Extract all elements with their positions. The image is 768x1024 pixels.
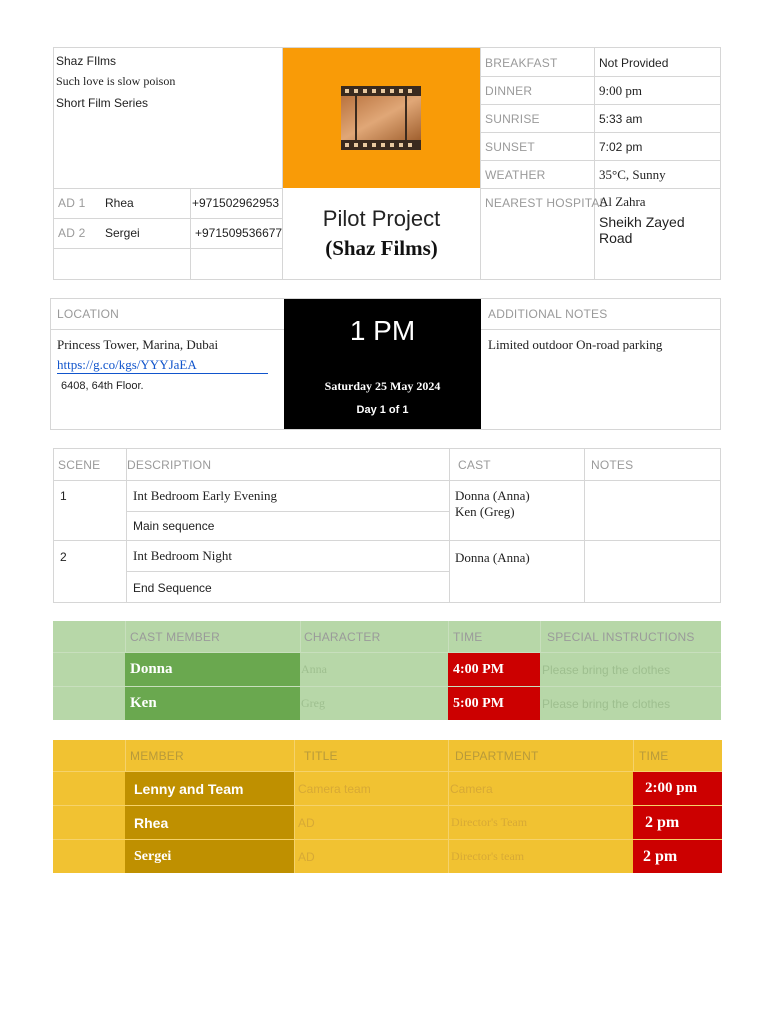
crew-title: Camera team [298, 781, 371, 796]
location-address: Princess Tower, Marina, Dubai [57, 337, 219, 352]
project-title: Pilot Project [322, 206, 441, 231]
ad2-label: AD 2 [58, 226, 86, 240]
hospital-address: Sheikh Zayed Road [599, 214, 685, 246]
dinner-label: DINNER [485, 84, 533, 98]
cast-member-header: CAST MEMBER [130, 630, 220, 644]
cast-character: Anna [301, 662, 327, 676]
scene-cast: Ken (Greg) [455, 504, 515, 519]
scene-header: SCENE [58, 458, 101, 472]
crew-department-header: DEPARTMENT [455, 749, 539, 763]
scene-subdescription: Main sequence [133, 519, 215, 533]
film-title: Such love is slow poison [56, 74, 176, 88]
crew-table [53, 740, 722, 873]
ad2-phone[interactable]: +971509536677 [195, 226, 283, 240]
cast-member-name: Ken [125, 687, 300, 720]
film-strip-icon [341, 86, 421, 150]
call-time: 1 PM [349, 315, 416, 346]
crew-call-time: 2 pm [633, 806, 722, 839]
call-sheet-header [53, 47, 721, 280]
description-header: DESCRIPTION [127, 458, 212, 472]
location-map-link[interactable]: https://g.co/kgs/YYYJaEA [57, 357, 268, 374]
crew-member-name: Lenny and Team [125, 772, 294, 805]
ad2-name: Sergei [105, 226, 140, 240]
crew-member-name: Sergei [125, 840, 294, 873]
ad1-label: AD 1 [58, 196, 86, 210]
ad1-phone[interactable]: +971502962953 [192, 196, 280, 210]
sunrise-value: 5:33 am [599, 112, 643, 126]
cast-call-time: 4:00 PM [448, 653, 540, 686]
ad1-name: Rhea [105, 196, 134, 210]
crew-department: Camera [450, 781, 493, 796]
cast-character: Greg [301, 696, 325, 710]
scene-subdescription: End Sequence [133, 581, 212, 595]
location-label: LOCATION [57, 307, 120, 321]
additional-notes: Limited outdoor On-road parking [488, 337, 663, 352]
scene-cast: Donna (Anna) [455, 488, 530, 503]
scene-description: Int Bedroom Night [133, 548, 232, 563]
cast-member-name: Donna [125, 653, 300, 686]
sunset-value: 7:02 pm [599, 140, 643, 154]
crew-call-time: 2 pm [633, 840, 722, 873]
sunrise-label: SUNRISE [485, 112, 540, 126]
sunset-label: SUNSET [485, 140, 535, 154]
crew-call-time: 2:00 pm [633, 772, 722, 805]
location-section [50, 298, 721, 430]
weather-value: 35°C, Sunny [599, 167, 666, 182]
weather-label: WEATHER [485, 168, 546, 182]
hospital-name: Al Zahra [599, 194, 646, 209]
crew-title-header: TITLE [304, 749, 338, 763]
crew-time-header: TIME [639, 749, 669, 763]
project-company: (Shaz Films) [325, 236, 438, 260]
notes-header: NOTES [591, 458, 634, 472]
crew-member-name: Rhea [125, 806, 294, 839]
location-unit: 6408, 64th Floor. [61, 380, 144, 392]
scene-description: Int Bedroom Early Evening [133, 488, 278, 503]
scene-number: 2 [60, 550, 67, 564]
company-name: Shaz FIlms [56, 54, 117, 68]
scene-number: 1 [60, 489, 67, 503]
breakfast-label: BREAKFAST [485, 56, 558, 70]
shoot-day: Day 1 of 1 [356, 404, 409, 416]
crew-department: Director's team [451, 849, 525, 863]
additional-notes-label: ADDITIONAL NOTES [488, 307, 608, 321]
cast-table [53, 621, 721, 720]
film-series: Short Film Series [56, 96, 149, 110]
cast-instructions: Please bring the clothes [542, 662, 671, 677]
breakfast-value: Not Provided [599, 56, 669, 70]
crew-member-header: MEMBER [130, 749, 184, 763]
scenes-table [53, 448, 721, 603]
special-instructions-header: SPECIAL INSTRUCTIONS [547, 630, 695, 644]
scene-cast: Donna (Anna) [455, 550, 530, 565]
character-header: CHARACTER [304, 630, 381, 644]
nearest-hospital-label: NEAREST HOSPITAL [485, 196, 607, 210]
cast-header: CAST [458, 458, 491, 472]
cast-call-time: 5:00 PM [448, 687, 540, 720]
crew-title: AD [298, 815, 315, 830]
call-time-header: TIME [453, 630, 483, 644]
logo-panel [283, 48, 480, 188]
shoot-date: Saturday 25 May 2024 [324, 379, 441, 393]
crew-department: Director's Team [451, 815, 528, 829]
call-time-panel [284, 299, 481, 429]
crew-title: AD [298, 849, 315, 864]
dinner-value: 9:00 pm [599, 83, 642, 98]
cast-instructions: Please bring the clothes [542, 696, 671, 711]
